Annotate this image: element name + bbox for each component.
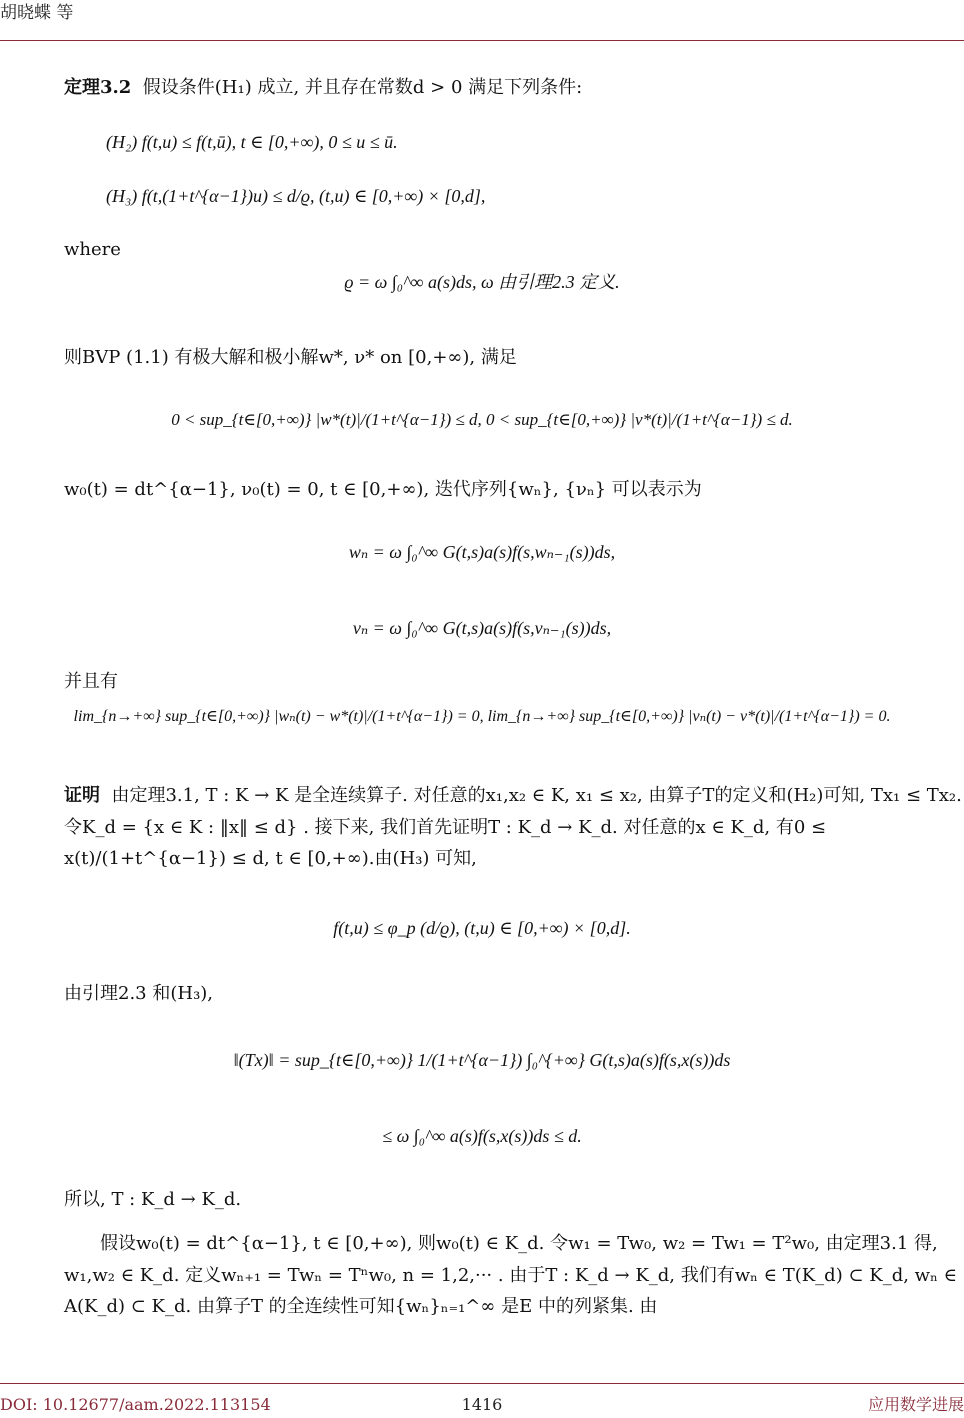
- where-word: where: [64, 239, 121, 260]
- page-number: 1416: [461, 1395, 503, 1414]
- theorem-intro: [64, 74, 964, 103]
- proof-paragraph-2: 假设w₀(t) = dt^{α−1}, t ∈ [0,+∞), 则w₀(t) ∈ K_d. 令w₁ = Tw₀, w₂ = Tw₁ = T²w₀, 由定理3.1 得, w₁,w₂ ∈ K_d. 定义wₙ₊₁ = Twₙ = Tⁿw₀, n = 1,2,··· . 由于T : K_d → K_d, 我们有wₙ ∈ T(K_d) ⊂ K_d, wₙ ∈ A(K_d) ⊂ K_d. 由算子T 的全连续性可知{wₙ}ₙ₌₁^∞ 是E 中的列紧集. 由: [64, 1233, 957, 1317]
- norm-equation-2: ≤ ω ∫₀^∞ a(s)f(s,x(s))ds ≤ d.: [382, 1126, 582, 1146]
- norm-equation-1: ‖(Tx)‖ = sup_{t∈[0,+∞)} 1/(1+t^{α−1}) ∫₀^{+∞} G(t,s)a(s)f(s,x(s))ds: [233, 1050, 731, 1070]
- header-rule: [0, 40, 964, 41]
- lemma-line: 由引理2.3 和(H₃),: [64, 983, 214, 1004]
- theorem-conclusion: 则BVP (1.1) 有极大解和极小解w*, ν* on [0,+∞), 满足: [64, 347, 517, 368]
- doi-link[interactable]: DOI: 10.12677/aam.2022.113154: [0, 1395, 271, 1414]
- proof-label: 证明: [64, 785, 100, 806]
- journal-name[interactable]: 应用数学进展: [867, 1395, 964, 1414]
- iteration-nu: νₙ = ω ∫₀^∞ G(t,s)a(s)f(s,νₙ₋₁(s))ds,: [352, 618, 612, 638]
- iteration-w: wₙ = ω ∫₀^∞ G(t,s)a(s)f(s,wₙ₋₁(s))ds,: [348, 542, 616, 562]
- running-header: 胡晓蝶 等: [0, 3, 74, 23]
- so-line: 所以, T : K_d → K_d.: [64, 1189, 242, 1210]
- theorem-intro-text: 假设条件(H₁) 成立, 并且存在常数d > 0 满足下列条件:: [142, 77, 583, 98]
- f-bound-equation: f(t,u) ≤ φ_p (d/ϱ), (t,u) ∈ [0,+∞) × [0,d].: [333, 918, 631, 938]
- theorem-label: 定理3.2: [64, 77, 132, 98]
- initial-values: w₀(t) = dt^{α−1}, ν₀(t) = 0, t ∈ [0,+∞), 迭代序列{wₙ}, {νₙ} 可以表示为: [64, 479, 702, 500]
- and-text: 并且有: [64, 671, 118, 692]
- proof-paragraph-1: [64, 780, 964, 875]
- solution-bounds: 0 < sup_{t∈[0,+∞)} |w*(t)|/(1+t^{α−1}) ≤ d, 0 < sup_{t∈[0,+∞)} |ν*(t)|/(1+t^{α−1}) ≤ d.: [171, 410, 793, 429]
- rho-definition: ϱ = ω ∫₀^∞ a(s)ds, ω 由引理2.3 定义.: [344, 272, 620, 292]
- limit-equations: lim_{n→+∞} sup_{t∈[0,+∞)} |wₙ(t) − w*(t)|/(1+t^{α−1}) = 0, lim_{n→+∞} sup_{t∈[0,+∞)} |νₙ(t) − ν*(t)|/(1+t^{α−1}) = 0.: [73, 708, 891, 725]
- condition-h2: (H₂) f(t,u) ≤ f(t,ū), t ∈ [0,+∞), 0 ≤ u ≤ ū.: [106, 132, 398, 152]
- condition-h3: (H₃) f(t,(1+t^{α−1})u) ≤ d/ϱ, (t,u) ∈ [0,+∞) × [0,d],: [106, 186, 486, 206]
- proof-text-1: 由定理3.1, T : K → K 是全连续算子. 对任意的x₁,x₂ ∈ K, x₁ ≤ x₂, 由算子T的定义和(H₂)可知, Tx₁ ≤ Tx₂. 令K_d = {x ∈ K : ‖x‖ ≤ d} . 接下来, 我们首先证明T : K_d → K_d. 对任意的x ∈ K_d, 有0 ≤ x(t)/(1+t^{α−1}) ≤ d, t ∈ [0,+∞).由(H₃) 可知,: [64, 785, 962, 869]
- footer-rule: [0, 1383, 964, 1384]
